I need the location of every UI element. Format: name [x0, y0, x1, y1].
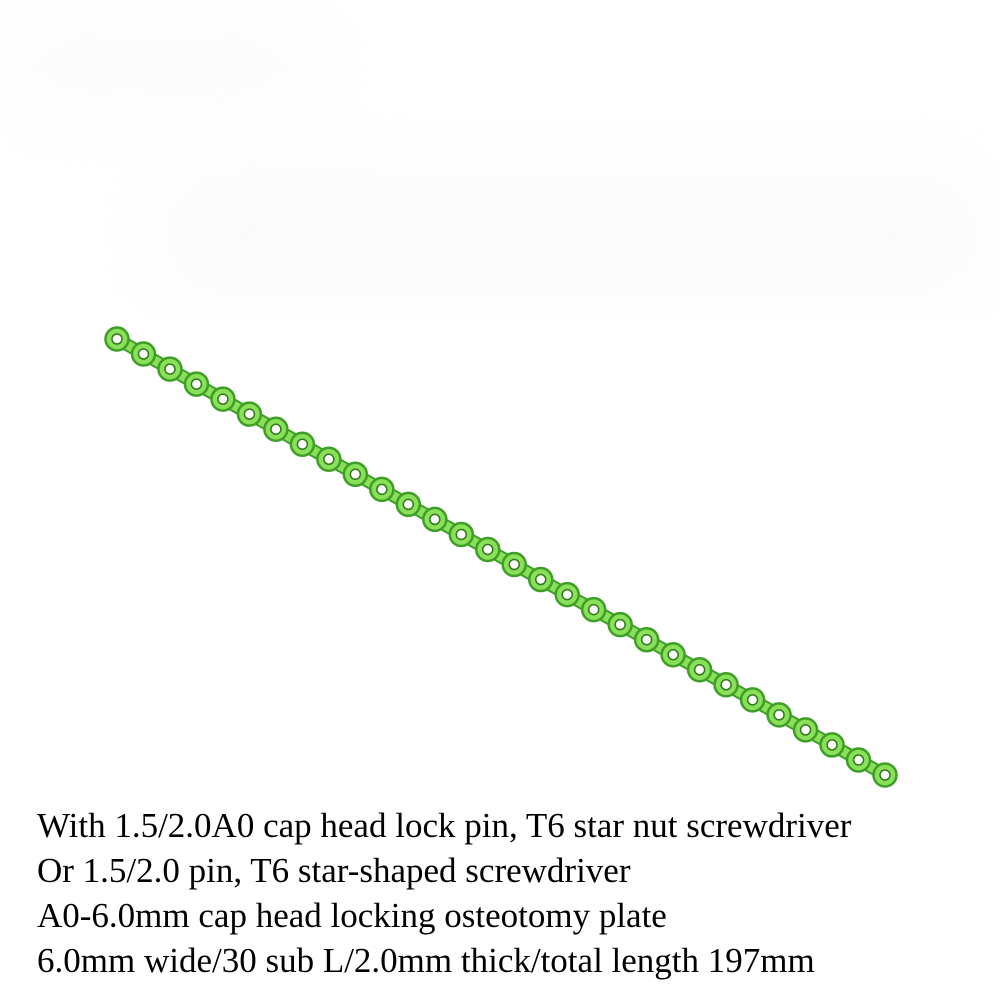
screw-hole — [324, 454, 334, 464]
screw-hole — [854, 755, 864, 765]
screw-hole — [483, 544, 493, 554]
screw-hole — [377, 484, 387, 494]
product-caption — [37, 803, 987, 983]
screw-hole — [509, 560, 519, 570]
screw-hole — [138, 349, 148, 359]
screw-hole — [721, 680, 731, 690]
screw-hole — [615, 620, 625, 630]
screw-hole — [271, 424, 281, 434]
screw-hole — [880, 770, 890, 780]
screw-hole — [562, 590, 572, 600]
screw-hole — [827, 740, 837, 750]
screw-hole — [191, 379, 201, 389]
screw-hole — [218, 394, 228, 404]
screw-hole — [642, 635, 652, 645]
screw-hole — [774, 710, 784, 720]
screw-hole — [801, 725, 811, 735]
screw-hole — [165, 364, 175, 374]
caption-line-dimensions: 6.0mm wide/30 sub L/2.0mm thick/total length 197mm — [37, 941, 815, 980]
screw-hole — [589, 605, 599, 615]
caption-line-plate-type: A0-6.0mm cap head locking osteotomy plate — [37, 896, 667, 935]
screw-hole — [403, 499, 413, 509]
screw-hole — [244, 409, 254, 419]
screw-hole — [668, 650, 678, 660]
screw-hole — [748, 695, 758, 705]
screw-hole — [297, 439, 307, 449]
screw-hole — [350, 469, 360, 479]
caption-line-pin-option-1: With 1.5/2.0A0 cap head lock pin, T6 star nut screwdriver — [37, 806, 852, 845]
osteotomy-plate — [106, 328, 897, 787]
background-shading — [0, 20, 980, 295]
caption-line-pin-option-2: Or 1.5/2.0 pin, T6 star-shaped screwdriver — [37, 851, 631, 890]
screw-hole — [430, 514, 440, 524]
screw-hole — [695, 665, 705, 675]
screw-hole — [536, 575, 546, 585]
screw-hole — [112, 334, 122, 344]
screw-hole — [456, 529, 466, 539]
